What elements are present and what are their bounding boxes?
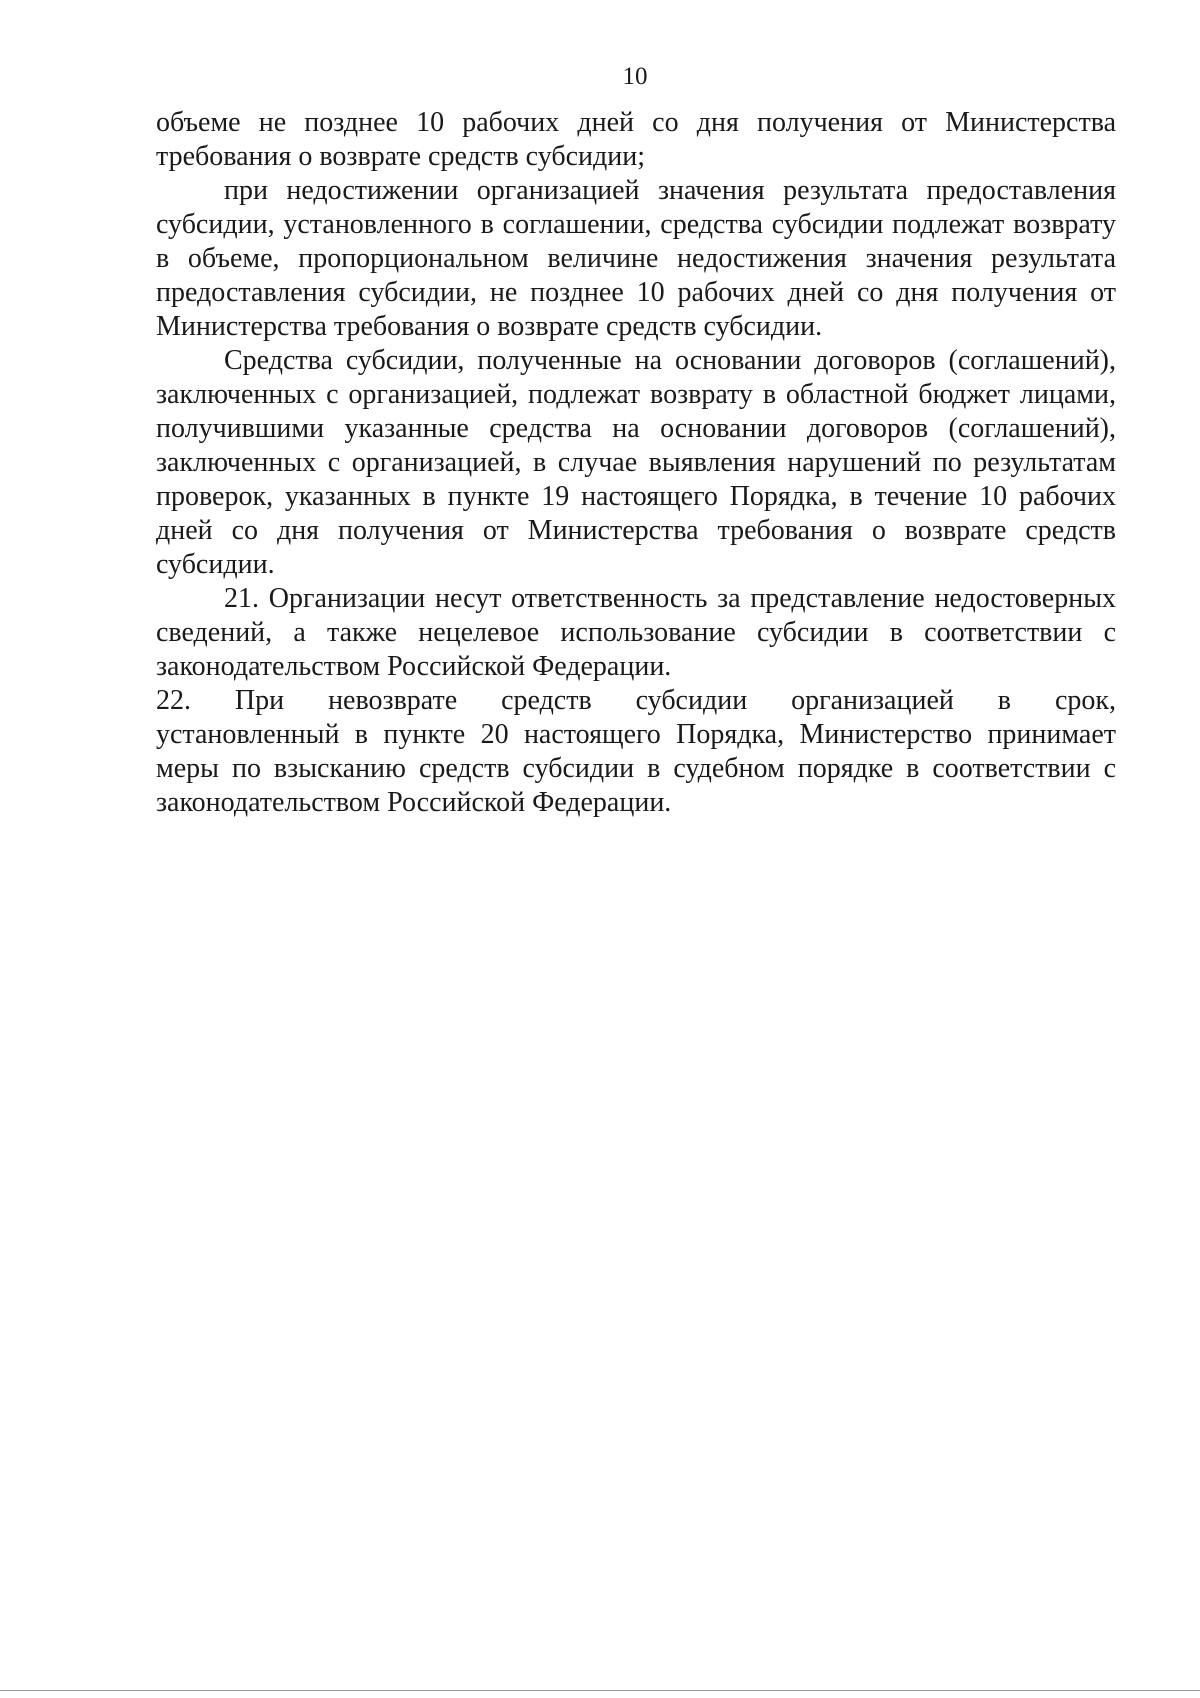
paragraph-21-responsibility: 21. Организации несут ответственность за представление недостоверных сведений, а также нецелевое использование субсидии в соответствии с законодательством Российской Федерации. xyxy=(156,583,1116,682)
paragraph-22-word: срок, xyxy=(1054,685,1116,716)
paragraph-22-word: в xyxy=(997,685,1012,716)
paragraph-22-word: При xyxy=(234,685,285,716)
paragraph-22-word: организацией xyxy=(791,685,954,716)
paragraph-22-non-return xyxy=(156,684,1116,820)
paragraph-22-word: 22. xyxy=(156,685,191,716)
page-bottom-rule xyxy=(0,1690,1200,1691)
paragraph-22-word: субсидии xyxy=(635,685,748,716)
paragraph-non-achievement: при недостижении организацией значения результата предоставления субсидии, установленного в соглашении, средства субсидии подлежат возврату в объеме, пропорциональном величине недостижения значения результата предоставления субсидии, не позднее 10 рабочих дней со дня получения от Министерства требования о возврате средств субсидии. xyxy=(156,175,1116,342)
document-body xyxy=(156,106,1116,820)
paragraph-22-first-line xyxy=(88,684,1116,718)
paragraph-continuation: объеме не позднее 10 рабочих дней со дня получения от Министерства требования о возврате средств субсидии; xyxy=(156,107,1116,172)
paragraph-22-word: средств xyxy=(501,685,592,716)
paragraph-contract-funds: Средства субсидии, полученные на основании договоров (соглашений), заключенных с организацией, подлежат возврату в областной бюджет лицами, получившими указанные средства на основании договоров (соглашений), заключенных с организацией, в случае выявления нарушений по результатам проверок, указанных в пункте 19 настоящего Порядка, в течение 10 рабочих дней со дня получения от Министерства требования о возврате средств субсидии. xyxy=(156,345,1116,580)
paragraph-22-word: невозврате xyxy=(328,685,458,716)
page-number: 10 xyxy=(622,63,648,90)
paragraph-22-rest: установленный в пункте 20 настоящего Порядка, Министерство принимает меры по взысканию средств субсидии в судебном порядке в соответствии с законодательством Российской Федерации. xyxy=(156,719,1116,818)
